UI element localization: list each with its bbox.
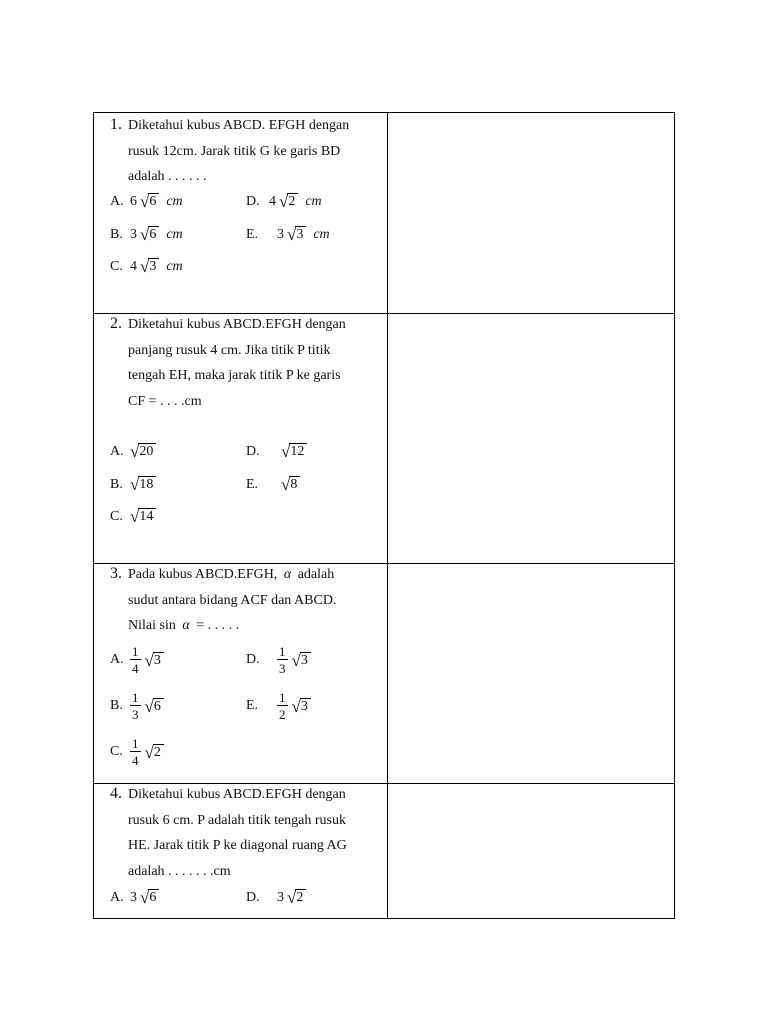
coefficient: 3	[130, 889, 137, 905]
radicand: 12	[289, 443, 307, 460]
option-b[interactable]	[110, 691, 164, 721]
square-root: √ 2	[279, 193, 298, 210]
coefficient: 3	[277, 889, 284, 905]
question-line-end: = . . . . .	[196, 618, 240, 633]
square-root: √ 6	[140, 889, 159, 906]
question-line: sudut antara bidang ACF dan ABCD.	[128, 592, 337, 608]
unit: cm	[166, 258, 183, 274]
radicand: 6	[148, 193, 159, 210]
option-e[interactable]	[246, 226, 330, 243]
radicand: 20	[138, 443, 156, 460]
square-root: √ 3	[145, 652, 164, 669]
question-line: CF = . . . .cm	[128, 393, 202, 409]
option-label: B.	[110, 226, 123, 242]
option-d[interactable]	[246, 443, 307, 460]
option-a[interactable]	[110, 443, 156, 460]
radicand: 6	[148, 226, 159, 243]
square-root: √ 3	[292, 652, 311, 669]
question-number: 4.	[110, 785, 122, 802]
coefficient: 3	[277, 226, 284, 242]
question-line: rusuk 6 cm. P adalah titik tengah rusuk	[128, 812, 346, 828]
radicand: 2	[153, 744, 164, 761]
option-c[interactable]	[110, 258, 183, 275]
radicand: 8	[289, 476, 300, 493]
radicand: 3	[153, 652, 164, 669]
option-b[interactable]	[110, 476, 156, 493]
coefficient: 3	[130, 226, 137, 242]
option-label: C.	[110, 744, 123, 759]
alpha-symbol: α	[283, 567, 292, 582]
option-label: D.	[246, 652, 260, 667]
unit: cm	[166, 226, 183, 242]
radicand: 2	[287, 193, 298, 210]
unit: cm	[305, 193, 322, 209]
question-line: Diketahui kubus ABCD.EFGH dengan	[128, 787, 346, 802]
numerator: 1	[132, 736, 139, 751]
square-root: √ 6	[140, 226, 159, 243]
answer-cell-1	[388, 113, 675, 313]
fraction	[130, 737, 141, 767]
question-3	[94, 563, 387, 783]
question-line	[128, 616, 383, 642]
option-d[interactable]	[246, 193, 322, 210]
radicand: 2	[295, 889, 306, 906]
option-label: E.	[246, 226, 259, 242]
question-line: adalah . . . . . .	[128, 169, 207, 184]
question-line: adalah . . . . . . .cm	[128, 863, 231, 879]
option-label: D.	[246, 443, 260, 459]
option-label: A.	[110, 652, 124, 667]
radicand: 3	[295, 226, 306, 243]
square-root: √ 6	[145, 698, 164, 715]
question-line: HE. Jarak titik P ke diagonal ruang AG	[128, 838, 347, 853]
radicand: 14	[138, 508, 156, 525]
option-label: E.	[246, 476, 259, 492]
question-number: 1.	[110, 116, 122, 133]
square-root: √ 8	[281, 476, 300, 493]
denominator: 3	[279, 661, 286, 676]
question-line: Diketahui kubus ABCD.EFGH dengan	[128, 317, 346, 332]
question-line	[128, 565, 383, 591]
numerator: 1	[132, 690, 139, 705]
option-d[interactable]	[246, 889, 306, 906]
numerator: 1	[279, 644, 286, 659]
question-number: 3.	[110, 565, 122, 582]
coefficient: 6	[130, 193, 137, 209]
question-text	[128, 116, 383, 193]
radicand: 3	[300, 652, 311, 669]
option-a[interactable]	[110, 889, 159, 906]
square-root: √ 6	[140, 193, 159, 210]
option-e[interactable]	[246, 691, 311, 721]
question-1	[94, 113, 387, 313]
option-label: E.	[246, 698, 259, 713]
square-root: √ 20	[130, 443, 156, 460]
answer-cell-2	[388, 313, 675, 563]
question-text	[128, 785, 383, 887]
square-root: √ 3	[292, 698, 311, 715]
square-root: √ 12	[281, 443, 307, 460]
question-4	[94, 783, 387, 920]
alpha-symbol: α	[182, 618, 190, 633]
unit: cm	[166, 193, 183, 209]
option-d[interactable]	[246, 645, 311, 675]
question-table	[93, 112, 675, 919]
fraction	[130, 691, 141, 721]
option-c[interactable]	[110, 737, 164, 767]
radicand: 18	[138, 476, 156, 493]
option-label: A.	[110, 443, 124, 459]
question-2	[94, 313, 387, 563]
question-line-start: Pada kubus ABCD.EFGH,	[128, 567, 278, 582]
option-label: A.	[110, 193, 124, 209]
fraction	[277, 645, 288, 675]
square-root: √ 18	[130, 476, 156, 493]
denominator: 3	[132, 707, 139, 722]
option-a[interactable]	[110, 645, 164, 675]
radicand: 6	[148, 889, 159, 906]
question-line-start: Nilai sin	[128, 618, 176, 633]
question-number: 2.	[110, 315, 122, 332]
square-root: √ 2	[145, 744, 164, 761]
option-label: C.	[110, 508, 123, 524]
denominator: 4	[132, 753, 139, 768]
coefficient: 4	[269, 193, 276, 209]
option-label: C.	[110, 258, 123, 274]
radicand: 3	[148, 258, 159, 275]
square-root: √ 3	[287, 226, 306, 243]
fraction	[277, 691, 288, 721]
question-text	[128, 315, 383, 417]
numerator: 1	[279, 690, 286, 705]
denominator: 4	[132, 661, 139, 676]
question-line: rusuk 12cm. Jarak titik G ke garis BD	[128, 143, 341, 159]
question-line-end: adalah	[297, 567, 335, 582]
option-c[interactable]	[110, 508, 156, 525]
square-root: √ 14	[130, 508, 156, 525]
option-e[interactable]	[246, 476, 300, 493]
numerator: 1	[132, 644, 139, 659]
coefficient: 4	[130, 258, 137, 274]
answer-cell-3	[388, 563, 675, 783]
option-label: B.	[110, 476, 123, 492]
square-root: √ 2	[287, 889, 306, 906]
radicand: 6	[153, 698, 164, 715]
option-b[interactable]	[110, 226, 183, 243]
question-text	[128, 565, 383, 642]
option-label: D.	[246, 193, 260, 209]
option-label: A.	[110, 889, 124, 905]
question-line: Diketahui kubus ABCD. EFGH dengan	[128, 118, 350, 133]
answer-cell-4	[388, 783, 675, 920]
option-a[interactable]	[110, 193, 183, 210]
denominator: 2	[279, 707, 286, 722]
question-line: tengah EH, maka jarak titik P ke garis	[128, 368, 341, 383]
radicand: 3	[300, 698, 311, 715]
unit: cm	[313, 226, 330, 242]
option-label: B.	[110, 698, 123, 713]
square-root: √ 3	[140, 258, 159, 275]
fraction	[130, 645, 141, 675]
question-line: panjang rusuk 4 cm. Jika titik P titik	[128, 342, 331, 358]
option-label: D.	[246, 889, 260, 905]
